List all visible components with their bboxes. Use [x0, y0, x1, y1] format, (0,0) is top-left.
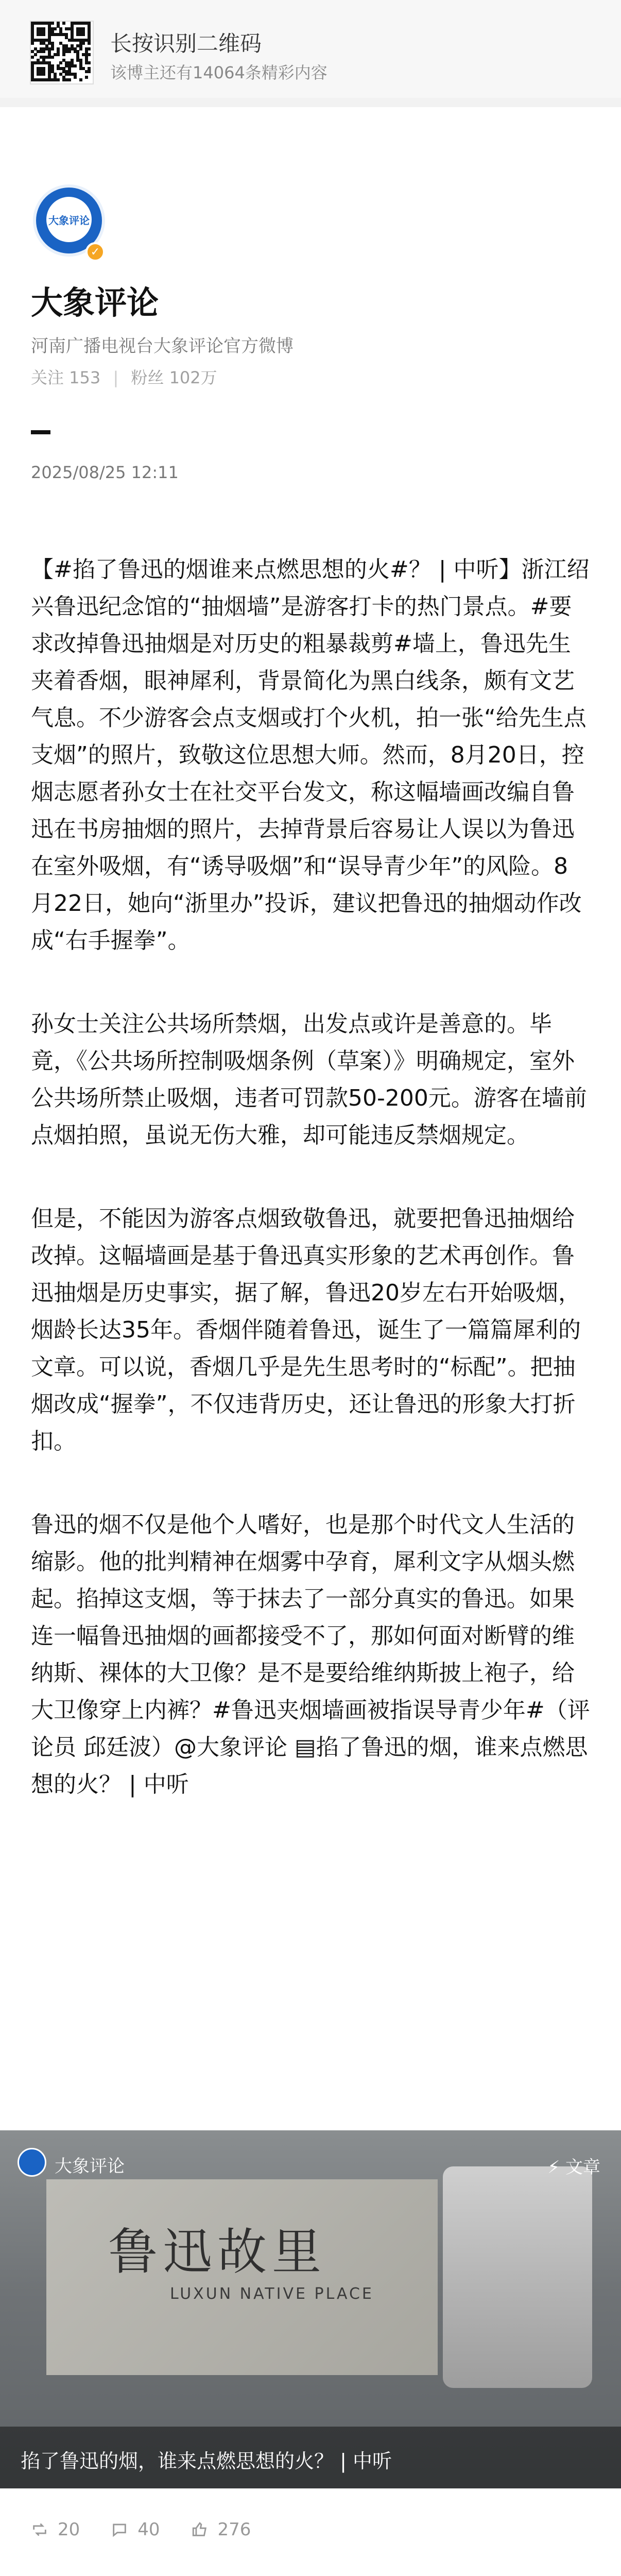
qr-module [79, 47, 82, 50]
qr-module [62, 22, 65, 25]
section-divider [31, 430, 50, 434]
qr-module [57, 53, 60, 56]
qr-module [74, 64, 77, 67]
thumbs-up-icon [191, 2521, 209, 2538]
like-button[interactable] [191, 2519, 251, 2540]
wall-subtitle: LUXUN NATIVE PLACE [170, 2285, 374, 2303]
qr-module [54, 27, 57, 30]
profile-description: 河南广播电视台大象评论官方微博 [31, 336, 294, 357]
qr-module [88, 53, 91, 56]
post-paragraph-4: 鲁迅的烟不仅是他个人嗜好，也是那个时代文人生活的缩影。他的批判精神在烟雾中孕育，犀利文字从烟头燃起。掐掉这支烟，等于抹去了一部分真实的鲁迅。如果连一幅鲁迅抽烟的画都接受不了，那如何面对断臂的维纳斯、裸体的大卫像？是不是要给维纳斯披上袍子，给大卫像穿上内裤？#鲁迅夹烟墙画被指误导青少年#（评论员 邱廷波）@大象评论 ▤掐了鲁迅的烟，谁来点燃思想的火？ | 中听 [31, 1512, 590, 1798]
top-banner-subtitle: 该博主还有14064条精彩内容 [110, 63, 327, 82]
video-caption-text: 掐了鲁迅的烟，谁来点燃思想的火？ | 中听 [21, 2450, 392, 2472]
video-caption [0, 2427, 621, 2488]
qr-module [82, 33, 85, 36]
qr-module [34, 53, 37, 56]
qr-module [88, 70, 91, 73]
qr-module [51, 56, 54, 59]
qr-module [59, 61, 62, 64]
lightning-icon: ⚡ [547, 2157, 560, 2178]
comment-button[interactable] [111, 2519, 160, 2540]
avatar-logo: 大象评论 [46, 197, 92, 242]
repost-button[interactable] [31, 2519, 80, 2540]
video-account-name: 大象评论 [55, 2156, 125, 2177]
qr-module [62, 53, 65, 56]
post-paragraph-1: 【#掐了鲁迅的烟谁来点燃思想的火#？ | 中听】浙江绍兴鲁迅纪念馆的“抽烟墙”是游客打卡的热门景点。#要求改掉鲁迅抽烟是对历史的粗暴裁剪#墙上，鲁迅先生夹着香烟，眼神犀利，背景简化为黑白线条，颇有文艺气息。不少游客会点支烟或打个火机，拍一张“给先生点支烟”的照片，致敬这位思想大师。然而，8月20日，控烟志愿者孙女士在社交平台发文，称这幅墙画改编自鲁迅在书房抽烟的照片，去掉背景后容易让人误以为鲁迅在室外吸烟，有“诱导吸烟”和“误导青少年”的风险。8月22日，她向“浙里办”投诉，建议把鲁迅的抽烟动作改成“右手握拳”。 [31, 556, 590, 954]
qr-module [85, 76, 88, 79]
wall-title: 鲁迅故里 [108, 2223, 326, 2281]
fans-count[interactable]: 粉丝 102万 [131, 368, 217, 387]
verified-badge-icon: ✓ [85, 242, 105, 262]
video-badge-label: 文章 [565, 2157, 600, 2178]
qr-module [42, 73, 45, 76]
qr-module [42, 33, 45, 36]
profile-stats [31, 365, 217, 388]
stats-separator: | [113, 368, 119, 387]
video-badge [547, 2153, 600, 2178]
top-banner-title: 长按识别二维码 [110, 31, 262, 56]
post-paragraph-2: 孙女士关注公共场所禁烟，出发点或许是善意的。毕竟，《公共场所控制吸烟条例（草案）》明确规定，室外公共场所禁止吸烟，违者可罚款50-200元。游客在墙前点烟拍照，虽说无伤大雅，却可能违反禁烟规定。 [31, 1011, 587, 1148]
like-count: 276 [217, 2519, 251, 2540]
video-avatar [18, 2148, 46, 2177]
post-content [31, 514, 590, 1850]
qr-module [88, 47, 91, 50]
repost-icon [31, 2521, 48, 2538]
qr-module [79, 78, 82, 81]
qr-module [31, 42, 34, 45]
profile-name[interactable]: 大象评论 [31, 284, 159, 321]
qr-module [88, 42, 91, 45]
qr-module [42, 50, 45, 53]
portrait-image [443, 2166, 592, 2388]
post-actions [31, 2514, 282, 2545]
qr-module [68, 78, 71, 81]
comment-icon [111, 2521, 128, 2538]
qr-module [51, 22, 54, 25]
repost-count: 20 [58, 2519, 80, 2540]
top-banner [0, 0, 621, 98]
qr-code-small[interactable] [30, 21, 94, 84]
qr-module [51, 47, 54, 50]
qr-module [74, 76, 77, 79]
video-card[interactable] [0, 2130, 621, 2488]
following-count[interactable]: 关注 153 [31, 368, 101, 387]
post-paragraph-3: 但是，不能因为游客点烟致敬鲁迅，就要把鲁迅抽烟给改掉。这幅墙画是基于鲁迅真实形象的艺术再创作。鲁迅抽烟是历史事实，据了解，鲁迅20岁左右开始吸烟，烟龄长达35年。香烟伴随着鲁迅，诞生了一篇篇犀利的文章。可以说，香烟几乎是先生思考时的“标配”。把抽烟改成“握拳”，不仅违背历史，还让鲁迅的形象大打折扣。 [31, 1206, 581, 1454]
comment-count: 40 [137, 2519, 160, 2540]
qr-module [57, 78, 60, 81]
post-date: 2025/08/25 12:11 [31, 463, 179, 482]
qr-module [82, 42, 85, 45]
qr-module [31, 56, 34, 59]
qr-module [68, 50, 71, 53]
qr-module [88, 61, 91, 64]
